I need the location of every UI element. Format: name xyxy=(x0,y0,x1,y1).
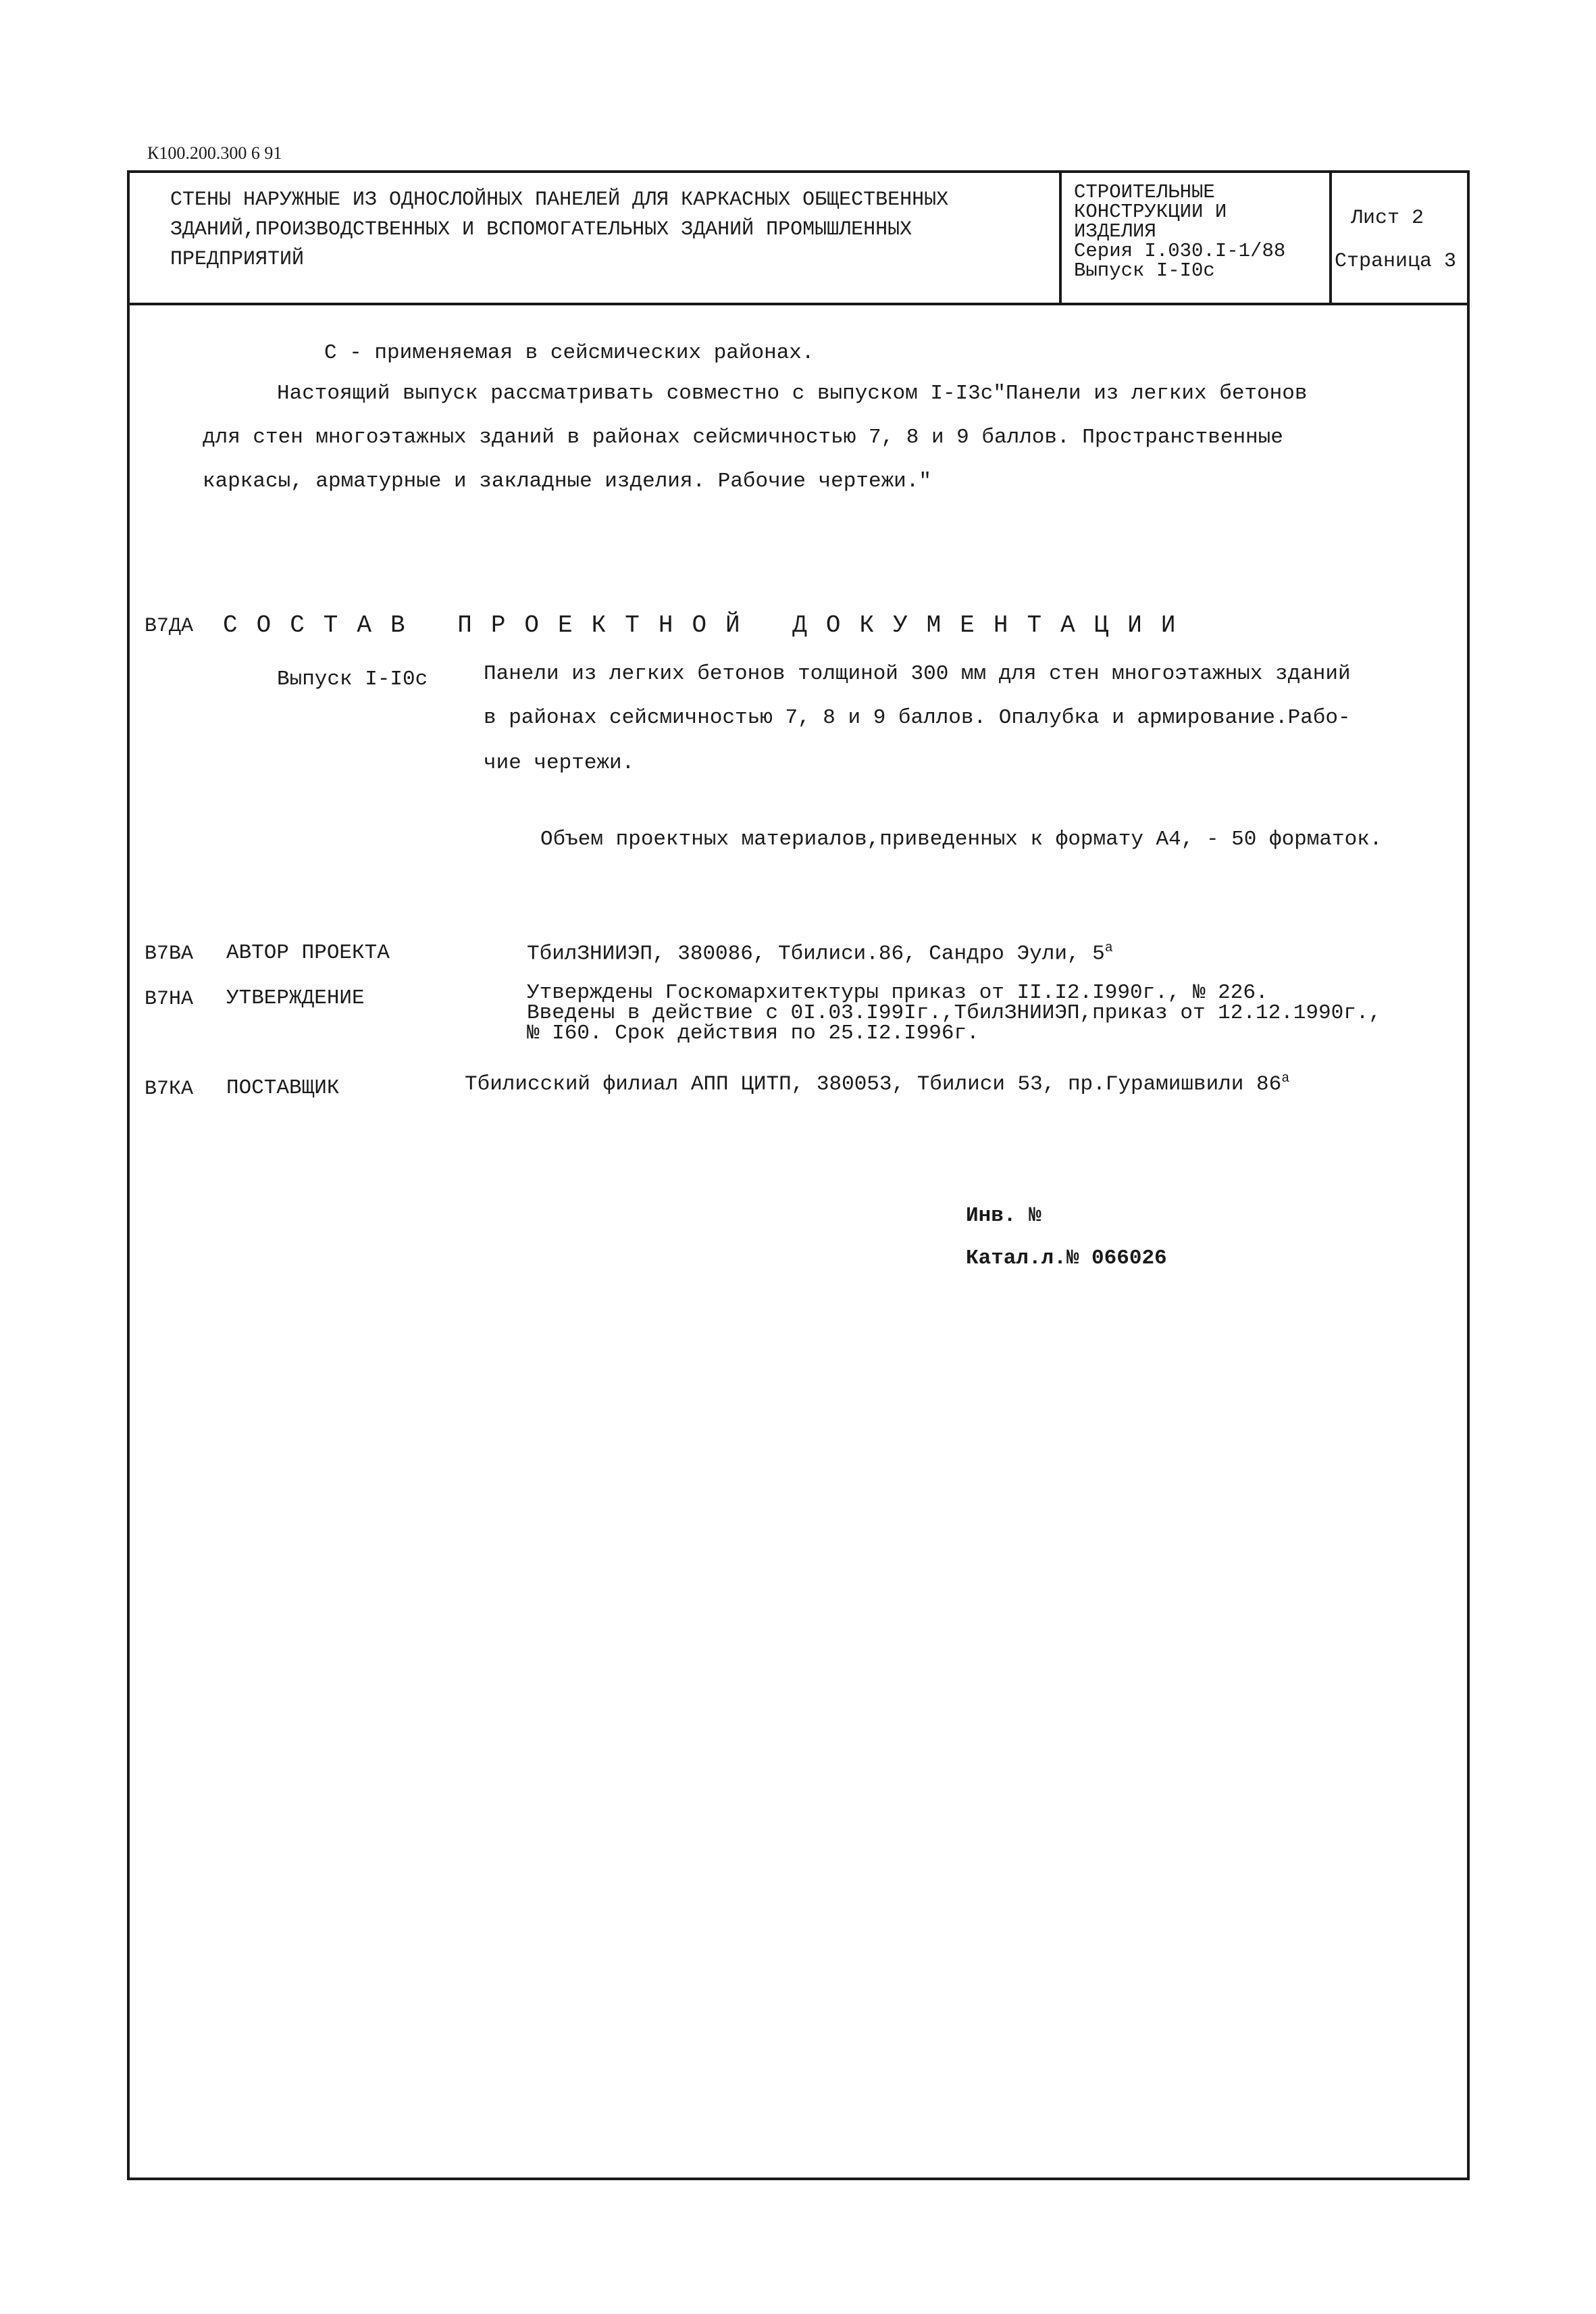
author-code: В7ВА xyxy=(145,942,194,965)
issue-desc-line: Панели из легких бетонов толщиной 300 мм для стен многоэтажных зданий xyxy=(484,662,1351,686)
issue-number: Выпуск I-I0с xyxy=(1074,259,1215,282)
supplier-label: ПОСТАВЩИК xyxy=(226,1076,340,1100)
issue-desc-line: чие чертежи. xyxy=(484,751,635,775)
seismic-note: С - применяемая в сейсмических районах. xyxy=(324,341,815,365)
intro-line: для стен многоэтажных зданий в районах сейсмичностью 7, 8 и 9 баллов. Пространственные xyxy=(203,426,1283,449)
approval-label: УТВЕРЖДЕНИЕ xyxy=(226,986,365,1010)
supplier-code: В7КА xyxy=(145,1078,194,1101)
supplier-sup: а xyxy=(1281,1071,1290,1086)
category-line: СТРОИТЕЛЬНЫЕ xyxy=(1074,181,1215,203)
author-sup: а xyxy=(1104,940,1113,956)
title-line: СТЕНЫ НАРУЖНЫЕ ИЗ ОДНОСЛОЙНЫХ ПАНЕЛЕЙ ДЛЯ КАРКАСНЫХ ОБЩЕСТВЕННЫХ xyxy=(170,188,949,211)
title-block-sheet xyxy=(1332,173,1467,303)
title-block-series xyxy=(1062,173,1332,303)
author-value xyxy=(527,940,1113,965)
composition-heading: СОСТАВ ПРОЕКТНОЙ ДОКУМЕНТАЦИИ xyxy=(223,611,1195,639)
author-text: ТбилЗНИИЭП, 380086, Тбилиси.86, Сандро Эули, 5 xyxy=(527,942,1105,966)
intro-line: каркасы, арматурные и закладные изделия. Рабочие чертежи." xyxy=(203,470,931,493)
approval-line: Утверждены Госкомархитектуры приказ от II.I2.I990г., № 226. xyxy=(527,981,1268,1005)
sheet-number: Лист 2 xyxy=(1351,207,1424,230)
issue-desc-line: в районах сейсмичностью 7, 8 и 9 баллов. Опалубка и армирование.Рабо- xyxy=(484,706,1351,730)
approval-text xyxy=(527,983,1381,1044)
composition-code: В7ДА xyxy=(145,615,194,638)
title-block-title xyxy=(130,173,1062,303)
title-block xyxy=(130,173,1467,305)
catalog-number: Катал.л.№ 066026 xyxy=(966,1247,1167,1270)
approval-line: № I60. Срок действия по 25.I2.I996г. xyxy=(527,1022,979,1045)
supplier-text: Тбилисский филиал АПП ЦИТП, 380053, Тбилиси 53, пр.Гурамишвили 86 xyxy=(465,1072,1282,1097)
inventory-number: Инв. № xyxy=(966,1204,1041,1228)
page-number: Страница 3 xyxy=(1335,250,1457,273)
category-line: КОНСТРУКЦИИ И xyxy=(1074,201,1227,223)
series-number: Серия I.030.I-1/88 xyxy=(1074,240,1286,262)
document-code: К100.200.300 6 91 xyxy=(147,143,282,163)
approval-code: В7НА xyxy=(145,988,194,1011)
supplier-value xyxy=(465,1071,1289,1096)
volume-note: Объем проектных материалов,приведенных к формату А4, - 50 форматок. xyxy=(540,828,1383,851)
category-line: ИЗДЕЛИЯ xyxy=(1074,220,1156,243)
approval-line: Введены в действие с 0I.03.I99Iг.,ТбилЗНИИЭП,приказ от 12.12.1990г., xyxy=(527,1001,1382,1025)
title-line: ЗДАНИЙ,ПРОИЗВОДСТВЕННЫХ И ВСПОМОГАТЕЛЬНЫХ ЗДАНИЙ ПРОМЫШЛЕННЫХ xyxy=(170,218,912,241)
issue-label: Выпуск I-I0с xyxy=(277,668,428,691)
intro-line: Настоящий выпуск рассматривать совместно с выпуском I-I3с"Панели из легких бетонов xyxy=(277,382,1308,405)
author-label: АВТОР ПРОЕКТА xyxy=(226,941,390,965)
title-line: ПРЕДПРИЯТИЙ xyxy=(170,248,305,271)
